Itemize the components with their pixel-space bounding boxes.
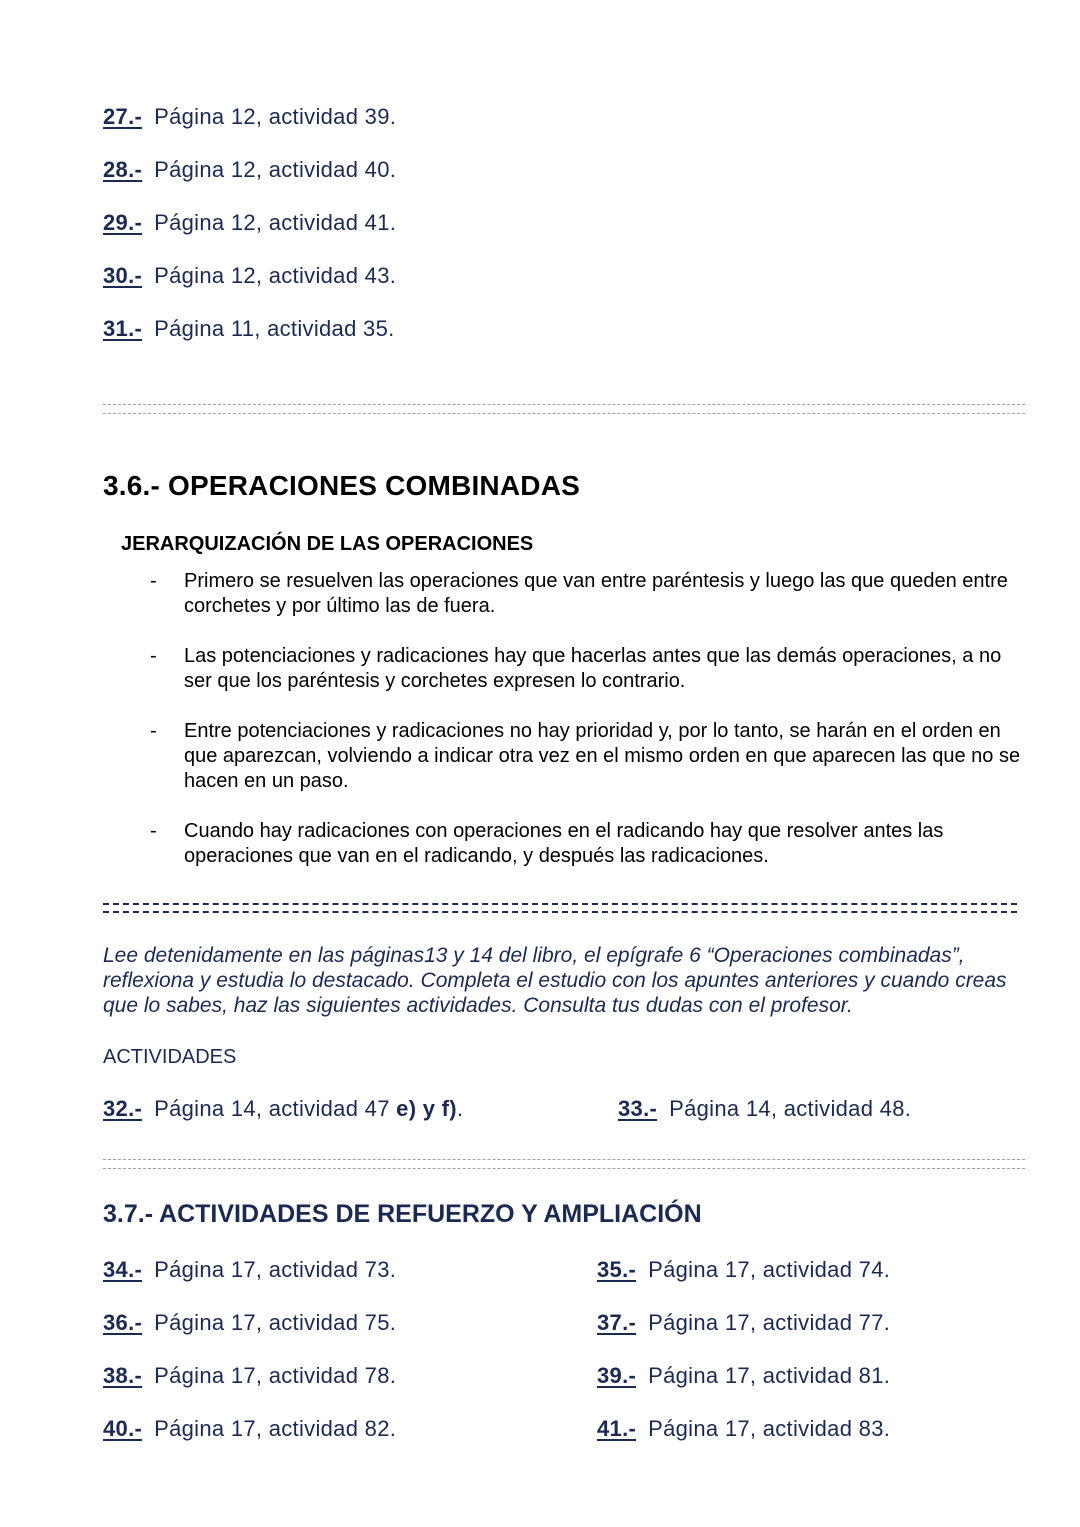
- activity-text: Página 12, actividad 39.: [154, 104, 397, 129]
- bullet-text: Las potenciaciones y radicaciones hay que hacerlas antes que las demás operaciones, a no ser que los paréntesis y corchetes expresen lo contrario.: [184, 645, 1002, 692]
- separator-line: [103, 1159, 1025, 1169]
- activity-number: 36.-: [103, 1310, 143, 1335]
- activity-text: Página 12, actividad 41.: [154, 210, 397, 235]
- activities-label: ACTIVIDADES: [103, 1046, 237, 1068]
- activity-number: 33.-: [618, 1096, 658, 1121]
- activity-number: 28.-: [103, 157, 143, 182]
- activity-text: Página 17, actividad 74.: [648, 1257, 891, 1282]
- separator-line: [103, 404, 1025, 414]
- activity-number: 29.-: [103, 210, 143, 235]
- activity-text: Página 14, actividad 47: [154, 1096, 397, 1121]
- activity-number: 27.-: [103, 104, 143, 129]
- bullet-dash: -: [150, 820, 157, 842]
- list-item: [103, 1310, 396, 1336]
- study-instructions: Lee detenidamente en las páginas13 y 14 del libro, el epígrafe 6 “Operaciones combinadas”, reflexiona y estudia lo destacado. Completa el estudio con los apuntes anteriores y cuando creas que lo sabes, haz las siguientes actividades. Consulta tus dudas con el profesor.: [103, 944, 1007, 1017]
- activity-number: 37.-: [597, 1310, 637, 1335]
- activity-text-bold: e) y f): [396, 1096, 457, 1121]
- activity-number: 39.-: [597, 1363, 637, 1388]
- list-item: [597, 1257, 890, 1283]
- activity-number: 40.-: [103, 1416, 143, 1441]
- list-item: [103, 1096, 463, 1122]
- separator-line: [103, 903, 1017, 913]
- activity-text: Página 12, actividad 43.: [154, 263, 397, 288]
- activity-number: 31.-: [103, 316, 143, 341]
- activity-number: 38.-: [103, 1363, 143, 1388]
- list-item: [597, 1310, 890, 1336]
- activity-number: 30.-: [103, 263, 143, 288]
- list-item: [103, 263, 396, 289]
- activity-text: Página 12, actividad 40.: [154, 157, 397, 182]
- activity-text: Página 17, actividad 78.: [154, 1363, 397, 1388]
- bullet-text: Primero se resuelven las operaciones que van entre paréntesis y luego las que queden entre corchetes y por último las de fuera.: [184, 570, 1008, 617]
- list-item: [103, 104, 396, 130]
- activity-text: Página 17, actividad 75.: [154, 1310, 397, 1335]
- activity-text: Página 17, actividad 83.: [648, 1416, 891, 1441]
- list-item: [597, 1416, 890, 1442]
- list-item: [597, 1363, 890, 1389]
- activity-number: 32.-: [103, 1096, 143, 1121]
- list-item: [103, 157, 396, 183]
- bullet-dash: -: [150, 570, 157, 592]
- activity-text-tail: .: [456, 1096, 464, 1121]
- bullet-dash: -: [150, 720, 157, 742]
- list-item: [103, 1416, 396, 1442]
- bullet-text: Cuando hay radicaciones con operaciones en el radicando hay que resolver antes las operaciones que van en el radicando, y después las radicaciones.: [184, 820, 944, 867]
- list-item: [103, 1257, 396, 1283]
- list-item: [618, 1096, 911, 1122]
- list-item: [103, 316, 395, 342]
- activity-text: Página 17, actividad 81.: [648, 1363, 891, 1388]
- activity-text: Página 11, actividad 35.: [154, 316, 395, 341]
- list-item: [103, 1363, 396, 1389]
- activity-number: 41.-: [597, 1416, 637, 1441]
- activity-text: Página 17, actividad 73.: [154, 1257, 397, 1282]
- list-item: [103, 210, 396, 236]
- section-title: 3.7.- ACTIVIDADES DE REFUERZO Y AMPLIACIÓN: [103, 1200, 702, 1228]
- bullet-dash: -: [150, 645, 157, 667]
- activity-number: 34.-: [103, 1257, 143, 1282]
- section-title: 3.6.- OPERACIONES COMBINADAS: [103, 470, 580, 501]
- section-subtitle: JERARQUIZACIÓN DE LAS OPERACIONES: [121, 533, 534, 555]
- activity-text: Página 17, actividad 82.: [154, 1416, 397, 1441]
- activity-text: Página 14, actividad 48.: [669, 1096, 912, 1121]
- activity-text: Página 17, actividad 77.: [648, 1310, 891, 1335]
- activity-number: 35.-: [597, 1257, 637, 1282]
- bullet-text: Entre potenciaciones y radicaciones no hay prioridad y, por lo tanto, se harán en el orden en que aparezcan, volviendo a indicar otra vez en el mismo orden en que aparecen las que no se hacen en un paso.: [184, 720, 1021, 792]
